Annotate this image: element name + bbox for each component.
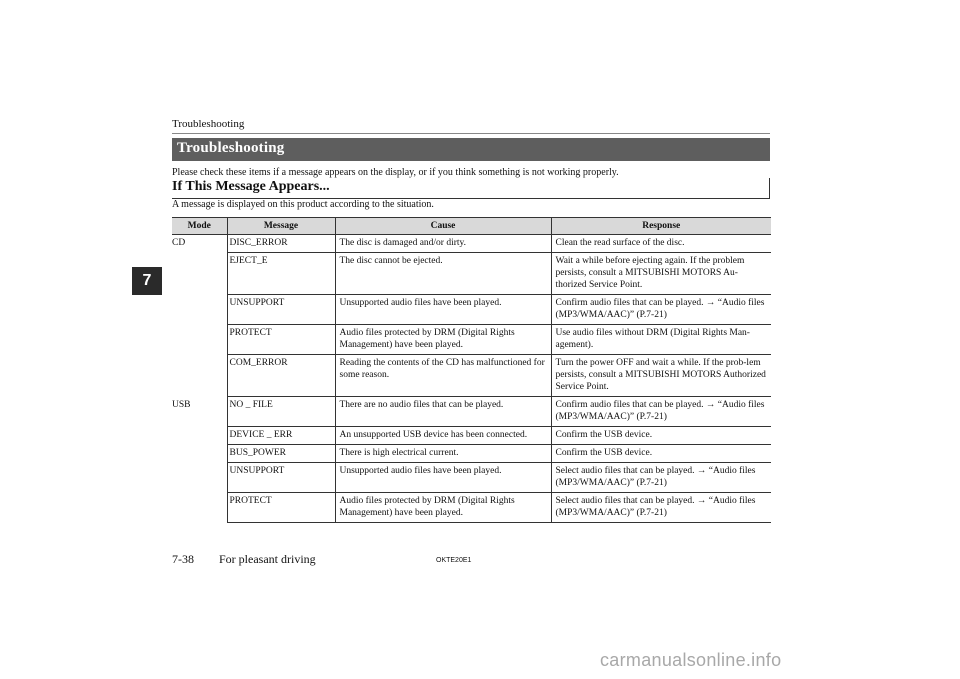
document-code: OKTE20E1 <box>436 557 472 564</box>
header-response: Response <box>551 218 771 235</box>
table-header-row <box>172 218 771 235</box>
cause-cell: Reading the contents of the CD has malfunctioned for some reason. <box>335 355 551 397</box>
response-cell: Confirm audio files that can be played. → “Audio files (MP3/WMA/AAC)” (P.7-21) <box>551 295 771 325</box>
page-number: 7-38 <box>172 552 194 566</box>
header-cause: Cause <box>335 218 551 235</box>
watermark-text: carmanualsonline.info <box>600 650 782 670</box>
cause-cell: Audio files protected by DRM (Digital Rights Management) have been played. <box>335 493 551 523</box>
message-cell: UNSUPPORT <box>227 463 335 493</box>
cause-cell: There is high electrical current. <box>335 445 551 463</box>
response-cell: Confirm audio files that can be played. → “Audio files (MP3/WMA/AAC)” (P.7-21) <box>551 397 771 427</box>
table-row <box>172 253 771 295</box>
table-row <box>172 427 771 445</box>
header-mode: Mode <box>172 218 227 235</box>
running-header: Troubleshooting <box>172 118 245 130</box>
message-cell: EJECT_E <box>227 253 335 295</box>
response-cell: Clean the read surface of the disc. <box>551 235 771 253</box>
cause-cell: Unsupported audio files have been played. <box>335 295 551 325</box>
mode-cell-cd: CD <box>172 238 186 248</box>
message-cell: BUS_POWER <box>227 445 335 463</box>
subheading: If This Message Appears... <box>172 179 330 194</box>
intro-text: Please check these items if a message appears on the display, or if you think something is not working properly. <box>172 167 619 178</box>
response-cell: Confirm the USB device. <box>551 427 771 445</box>
message-table <box>172 217 771 523</box>
message-cell: PROTECT <box>227 325 335 355</box>
cause-cell: The disc is damaged and/or dirty. <box>335 235 551 253</box>
table-row <box>172 235 771 253</box>
cause-cell: Unsupported audio files have been played. <box>335 463 551 493</box>
response-cell: Select audio files that can be played. → “Audio files (MP3/WMA/AAC)” (P.7-21) <box>551 463 771 493</box>
message-cell: DEVICE _ ERR <box>227 427 335 445</box>
table-row <box>172 445 771 463</box>
response-cell: Wait a while before ejecting again. If the problem persists, consult a MITSUBISHI MOTORS Au-thorized Service Point. <box>551 253 771 295</box>
section-title: Troubleshooting <box>177 140 285 156</box>
cause-cell: The disc cannot be ejected. <box>335 253 551 295</box>
cause-cell: Audio files protected by DRM (Digital Rights Management) have been played. <box>335 325 551 355</box>
cause-cell: There are no audio files that can be played. <box>335 397 551 427</box>
table-row <box>172 355 771 397</box>
message-cell: DISC_ERROR <box>227 235 335 253</box>
table-row <box>172 397 771 427</box>
message-cell: NO _ FILE <box>227 397 335 427</box>
header-rule <box>172 133 770 134</box>
response-cell: Turn the power OFF and wait a while. If the prob-lem persists, consult a MITSUBISHI MOTORS Authorized Service Point. <box>551 355 771 397</box>
message-cell: COM_ERROR <box>227 355 335 397</box>
table-row <box>172 493 771 523</box>
response-cell: Select audio files that can be played. → “Audio files (MP3/WMA/AAC)” (P.7-21) <box>551 493 771 523</box>
response-cell: Use audio files without DRM (Digital Rights Man-agement). <box>551 325 771 355</box>
mode-cell-usb: USB <box>172 399 191 410</box>
footer-chapter-title: For pleasant driving <box>219 552 316 566</box>
table-row <box>172 325 771 355</box>
subheading-box <box>172 178 770 199</box>
chapter-tab: 7 <box>132 267 162 295</box>
section-title-band <box>172 138 770 161</box>
table-row <box>172 463 771 493</box>
table-row <box>172 295 771 325</box>
message-cell: UNSUPPORT <box>227 295 335 325</box>
header-message: Message <box>227 218 335 235</box>
response-cell: Confirm the USB device. <box>551 445 771 463</box>
situation-text: A message is displayed on this product according to the situation. <box>172 199 434 210</box>
cause-cell: An unsupported USB device has been connected. <box>335 427 551 445</box>
message-cell: PROTECT <box>227 493 335 523</box>
